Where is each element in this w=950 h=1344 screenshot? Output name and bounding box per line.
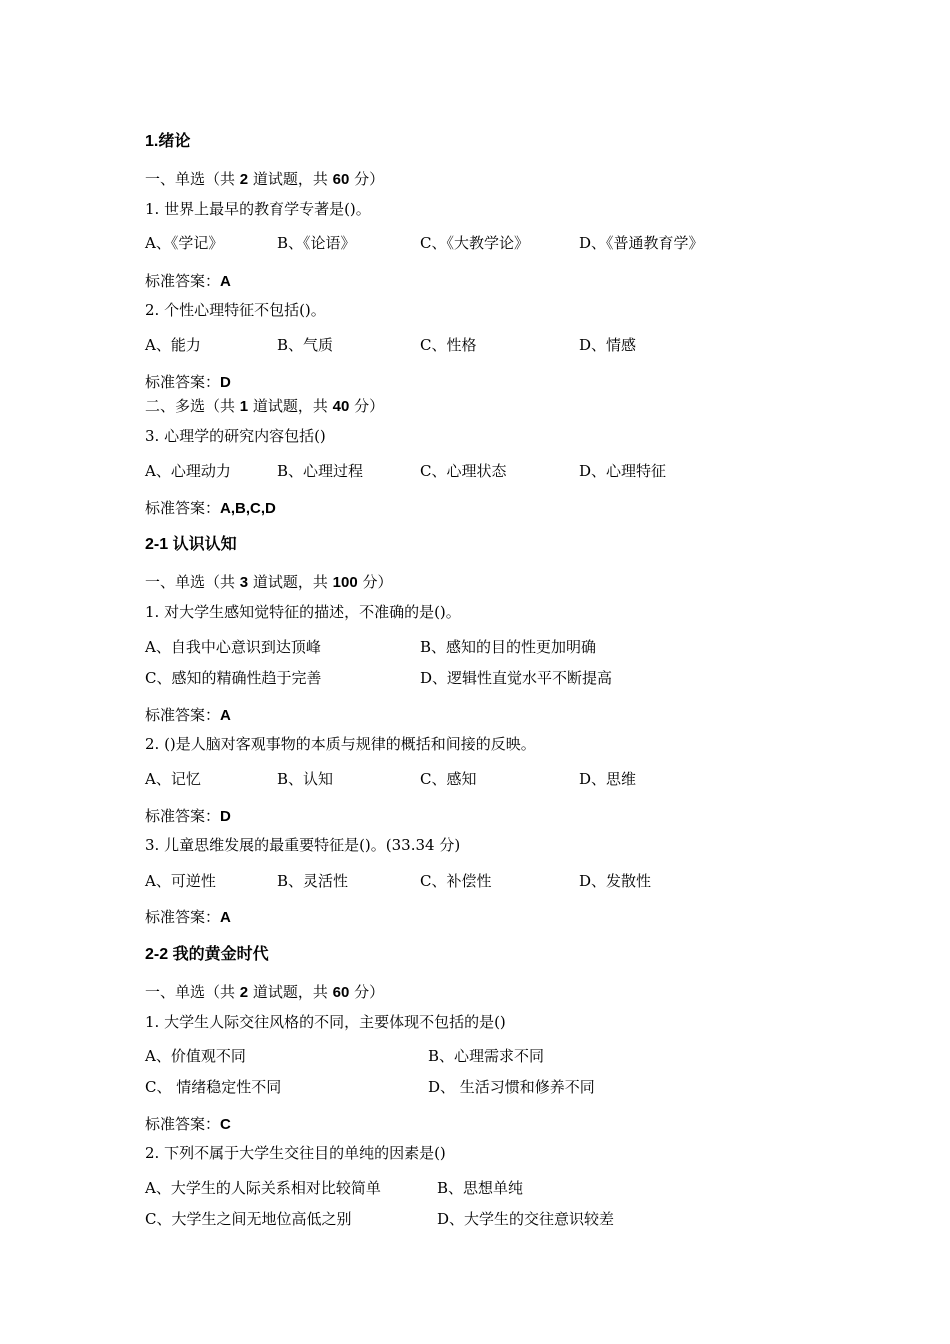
group-header: 一、单选（共 2 道试题，共 60 分） [145, 170, 385, 188]
option: B、感知的目的性更加明确 [420, 638, 597, 656]
option: C、补偿性 [420, 872, 492, 890]
section-title: 2-1 认识认知 [145, 536, 237, 553]
option: A、自我中心意识到达顶峰 [145, 638, 321, 656]
question-text: 2. 下列不属于大学生交往目的单纯的因素是() [145, 1144, 446, 1162]
answer-line: 标准答案：D [145, 808, 231, 825]
question-text: 3. 儿童思维发展的最重要特征是()。(33.34 分) [145, 836, 461, 854]
option: C、性格 [420, 336, 477, 354]
option: C、感知的精确性趋于完善 [145, 669, 322, 687]
answer-line: 标准答案：D [145, 374, 231, 391]
option: B、灵活性 [277, 872, 349, 890]
option: A、能力 [145, 336, 201, 354]
answer-line: 标准答案：A [145, 909, 231, 926]
option-row [145, 768, 845, 790]
option: D、情感 [579, 336, 637, 354]
option: B、思想单纯 [437, 1179, 524, 1197]
option-row [145, 667, 845, 689]
question-text: 1. 对大学生感知觉特征的描述，不准确的是()。 [145, 603, 461, 621]
option: A、可逆性 [145, 872, 216, 890]
option: A、价值观不同 [145, 1047, 246, 1065]
option-row [145, 1045, 845, 1067]
option: C、感知 [420, 770, 477, 788]
answer-line: 标准答案：A [145, 707, 231, 724]
question-text: 1. 世界上最早的教育学专著是()。 [145, 200, 371, 218]
option: B、心理需求不同 [428, 1047, 545, 1065]
group-header: 一、单选（共 2 道试题，共 60 分） [145, 983, 385, 1001]
option: D、思维 [579, 770, 637, 788]
option: C、心理状态 [420, 462, 507, 480]
section-title: 1.绪论 [145, 133, 191, 150]
option-row [145, 232, 845, 254]
option: B、认知 [277, 770, 334, 788]
option: D、大学生的交往意识较差 [437, 1210, 615, 1228]
option-row [145, 1076, 845, 1098]
option-row [145, 460, 845, 482]
option: C、 情绪稳定性不同 [145, 1078, 282, 1096]
option: C、大学生之间无地位高低之别 [145, 1210, 352, 1228]
option: D、发散性 [579, 872, 652, 890]
section-title: 2-2 我的黄金时代 [145, 946, 269, 963]
option-row [145, 870, 845, 892]
option-row [145, 636, 845, 658]
answer-line: 标准答案：C [145, 1116, 231, 1133]
question-text: 3. 心理学的研究内容包括() [145, 427, 326, 445]
option: A、心理动力 [145, 462, 231, 480]
group-header: 二、多选（共 1 道试题，共 40 分） [145, 397, 385, 415]
option: B、《论语》 [277, 234, 356, 252]
group-header: 一、单选（共 3 道试题，共 100 分） [145, 573, 393, 591]
answer-line: 标准答案：A,B,C,D [145, 500, 276, 517]
option-row [145, 334, 845, 356]
option: D、 生活习惯和修养不同 [428, 1078, 595, 1096]
answer-line: 标准答案：A [145, 273, 231, 290]
option: D、逻辑性直觉水平不断提高 [420, 669, 613, 687]
option: C、《大教学论》 [420, 234, 529, 252]
question-text: 2. 个性心理特征不包括()。 [145, 301, 326, 319]
option: D、《普通教育学》 [579, 234, 704, 252]
option: A、记忆 [145, 770, 201, 788]
option: D、心理特征 [579, 462, 667, 480]
option: B、气质 [277, 336, 334, 354]
option: A、《学记》 [145, 234, 224, 252]
option-row [145, 1177, 845, 1199]
question-text: 1. 大学生人际交往风格的不同，主要体现不包括的是() [145, 1013, 506, 1031]
option-row [145, 1208, 845, 1230]
question-text: 2. ()是人脑对客观事物的本质与规律的概括和间接的反映。 [145, 735, 536, 753]
option: B、心理过程 [277, 462, 364, 480]
option: A、大学生的人际关系相对比较简单 [145, 1179, 381, 1197]
